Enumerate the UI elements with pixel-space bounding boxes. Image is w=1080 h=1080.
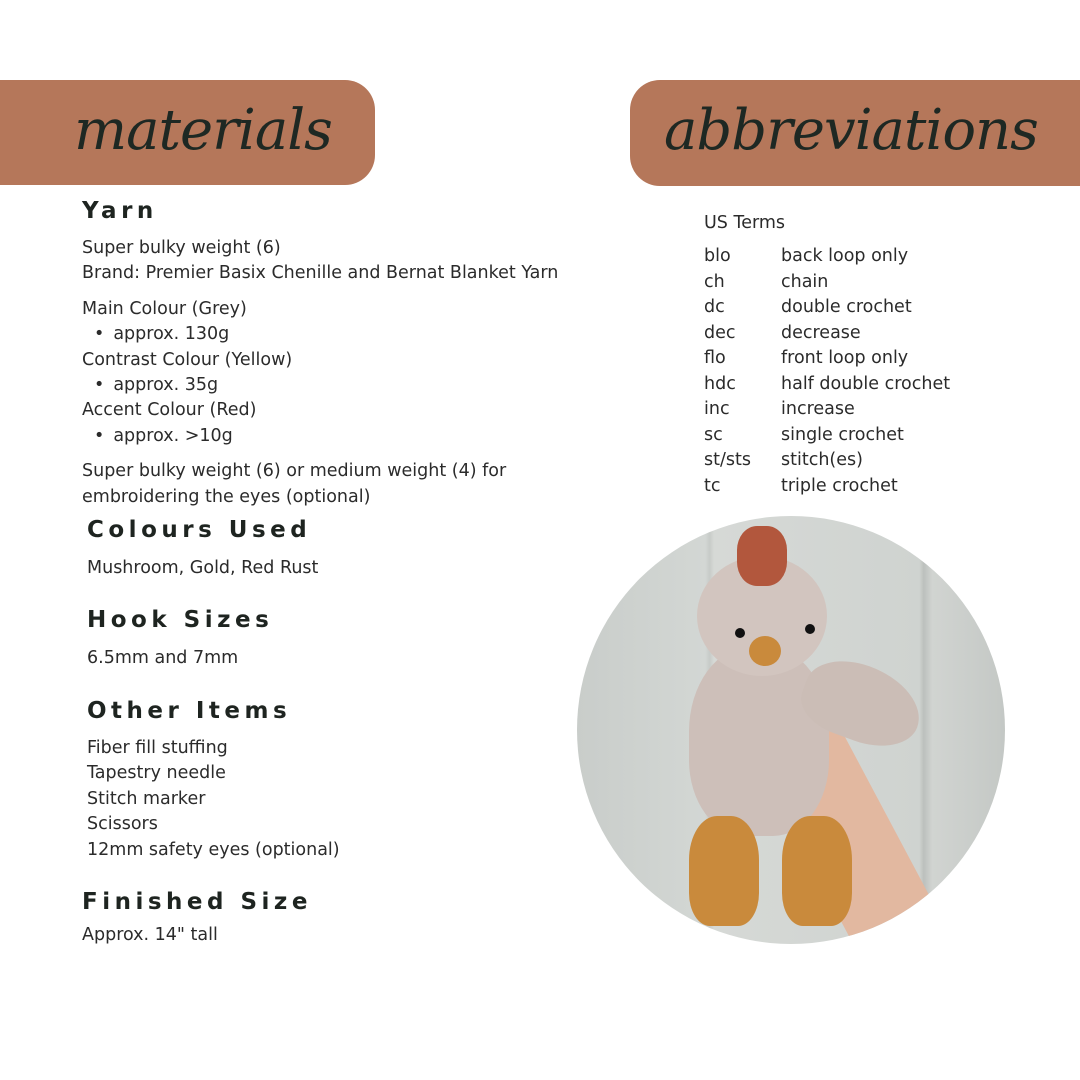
- materials-banner: [0, 80, 375, 185]
- embroidery-yarn: Super bulky weight (6) or medium weight (4) for: [82, 461, 507, 482]
- chicken-lovey-photo: [577, 516, 1005, 944]
- abbr: sc: [704, 424, 723, 445]
- abbr: dec: [704, 322, 736, 343]
- meaning: double crochet: [781, 297, 912, 317]
- yarn-brand: Brand: Premier Basix Chenille and Bernat Blanket Yarn: [82, 263, 559, 284]
- colour-name: Contrast Colour (Yellow): [82, 349, 293, 370]
- abbr: st/sts: [704, 450, 751, 470]
- abbreviation-row: [704, 321, 950, 347]
- other-items-heading: Other Items: [87, 698, 292, 724]
- meaning: back loop only: [781, 246, 909, 266]
- yarn-details: [82, 236, 558, 510]
- abbreviations-list: [704, 244, 950, 499]
- colour-amount: • approx. >10g: [82, 424, 558, 449]
- meaning: stitch(es): [781, 450, 863, 470]
- chicken-leg: [782, 816, 852, 926]
- list-item: Stitch marker: [87, 788, 206, 809]
- hook-sizes-heading: Hook Sizes: [87, 607, 274, 633]
- abbreviation-row: [704, 295, 950, 321]
- colour-name: Accent Colour (Red): [82, 400, 257, 421]
- materials-title: materials: [74, 98, 332, 163]
- meaning: decrease: [781, 322, 861, 343]
- meaning: chain: [781, 271, 829, 292]
- chicken-beak: [749, 636, 781, 666]
- abbreviation-row: [704, 346, 950, 372]
- abbr: inc: [704, 399, 730, 419]
- abbreviation-row: [704, 270, 950, 296]
- colour-amount: • approx. 35g: [82, 373, 558, 398]
- abbreviation-row: [704, 372, 950, 398]
- meaning: increase: [781, 399, 855, 419]
- abbr: tc: [704, 475, 721, 496]
- meaning: half double crochet: [781, 373, 951, 394]
- chicken-eye: [735, 628, 745, 638]
- finished-size-heading: Finished Size: [82, 889, 312, 915]
- meaning: triple crochet: [781, 475, 898, 496]
- finished-size-value: Approx. 14" tall: [82, 925, 218, 945]
- abbreviations-banner: [630, 80, 1080, 186]
- abbreviation-row: [704, 397, 950, 423]
- other-items-list: [87, 736, 340, 863]
- chicken-leg: [689, 816, 759, 926]
- abbr: hdc: [704, 373, 736, 394]
- list-item: Scissors: [87, 814, 158, 835]
- colours-used-heading: Colours Used: [87, 517, 312, 543]
- chicken-eye: [805, 624, 815, 634]
- yarn-weight: Super bulky weight (6): [82, 238, 281, 258]
- colour-amount: • approx. 130g: [82, 322, 558, 347]
- list-item: Tapestry needle: [87, 763, 226, 784]
- colours-used-value: Mushroom, Gold, Red Rust: [87, 558, 319, 578]
- yarn-heading: Yarn: [82, 198, 158, 224]
- abbreviation-row: [704, 244, 950, 270]
- meaning: front loop only: [781, 348, 909, 368]
- abbr: blo: [704, 246, 731, 266]
- list-item: Fiber fill stuffing: [87, 738, 228, 758]
- abbr: flo: [704, 348, 726, 368]
- abbreviations-title: abbreviations: [664, 98, 1038, 163]
- colour-name: Main Colour (Grey): [82, 298, 247, 319]
- abbreviation-row: [704, 423, 950, 449]
- embroidery-yarn: embroidering the eyes (optional): [82, 486, 371, 507]
- meaning: single crochet: [781, 424, 904, 445]
- abbreviation-row: [704, 448, 950, 474]
- us-terms-label: US Terms: [704, 213, 786, 233]
- hook-sizes-value: 6.5mm and 7mm: [87, 648, 239, 668]
- abbreviation-row: [704, 474, 950, 500]
- chicken-comb: [737, 526, 787, 586]
- abbr: dc: [704, 297, 725, 317]
- abbr: ch: [704, 271, 725, 292]
- list-item: 12mm safety eyes (optional): [87, 839, 340, 860]
